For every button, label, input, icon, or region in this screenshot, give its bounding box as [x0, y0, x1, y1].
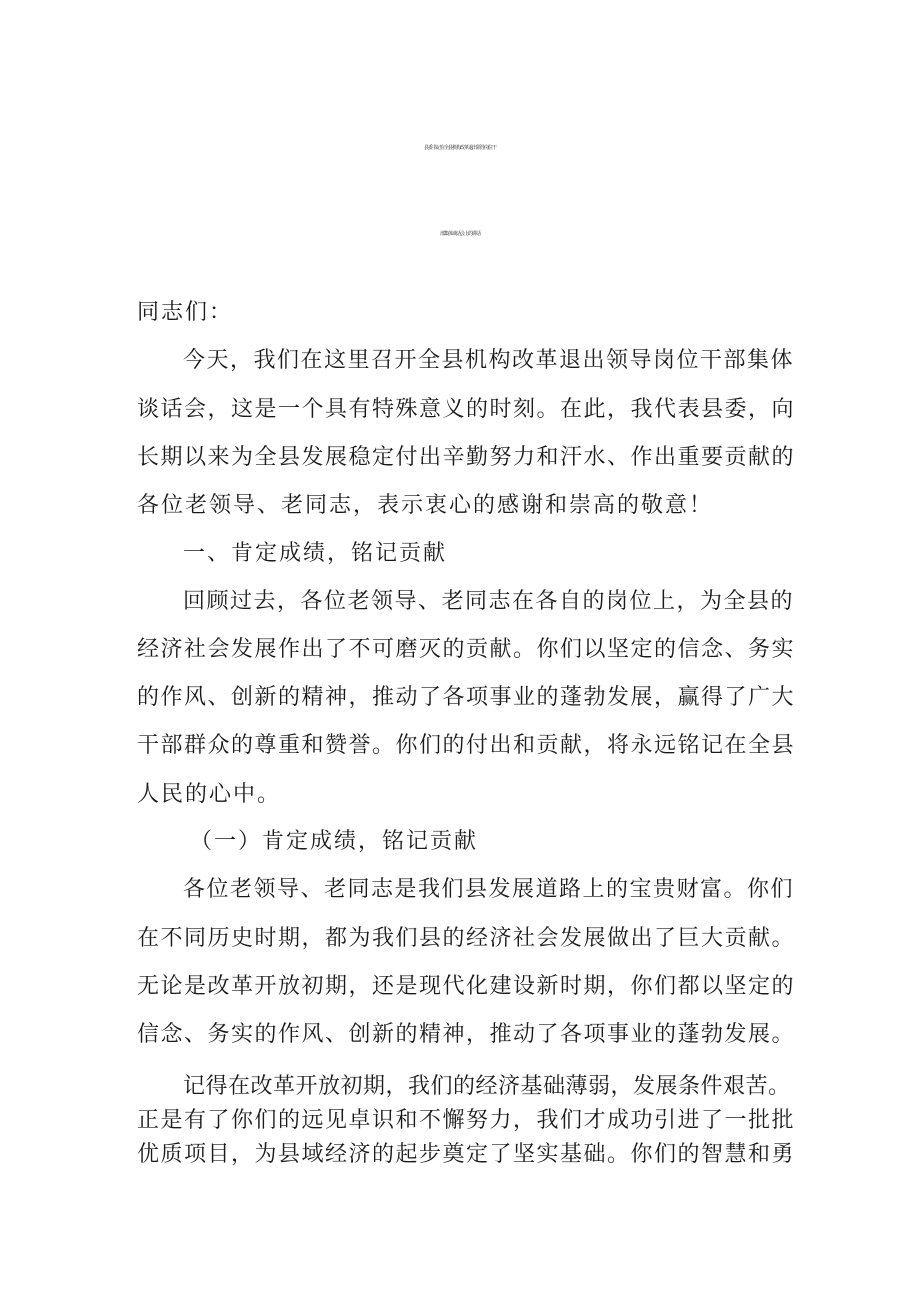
paragraph-line: 谈话会，这是一个具有特殊意义的时刻。在此，我代表县委，向 — [137, 397, 796, 422]
title-line-1: 县委书记在全县机构改革退出领导岗位干 — [423, 145, 496, 151]
paragraph-line: 信念、务实的作风、创新的精神，推动了各项事业的蓬勃发展。 — [137, 1022, 796, 1047]
paragraph-line: 无论是改革开放初期，还是现代化建设新时期，你们都以坚定的 — [137, 974, 796, 999]
paragraph-line: 回顾过去，各位老领导、老同志在各自的岗位上，为全县的 — [183, 589, 795, 614]
paragraph-line: 今天，我们在这里召开全县机构改革退出领导岗位干部集体 — [183, 348, 795, 373]
paragraph-line: 的作风、创新的精神，推动了各项事业的蓬勃发展，赢得了广大 — [137, 685, 796, 710]
salutation: 同志们： — [137, 300, 234, 325]
paragraph-line: 各位老领导、老同志是我们县发展道路上的宝贵财富。你们 — [183, 877, 795, 902]
paragraph-line: 各位老领导、老同志，表示衷心的感谢和崇高的敬意！ — [137, 493, 714, 518]
subsection-heading: （一）肯定成绩，铭记贡献 — [190, 829, 479, 854]
paragraph-line: 在不同历史时期，都为我们县的经济社会发展做出了巨大贡献。 — [137, 926, 796, 951]
paragraph-line: 经济社会发展作出了不可磨灭的贡献。你们以坚定的信念、务实 — [137, 637, 796, 662]
paragraph-line: 人民的心中。 — [137, 782, 282, 807]
paragraph-line: 记得在改革开放初期，我们的经济基础薄弱，发展条件艰苦。 — [183, 1074, 791, 1099]
paragraph-line: 正是有了你们的远见卓识和不懈努力，我们才成功引进了一批批 — [137, 1108, 796, 1133]
paragraph-line: 长期以来为全县发展稳定付出辛勤努力和汗水、作出重要贡献的 — [137, 445, 796, 470]
section-heading: 一、肯定成绩，铭记贡献 — [183, 541, 448, 566]
paragraph-line: 优质项目，为县域经济的起步奠定了坚实基础。你们的智慧和勇 — [137, 1142, 796, 1167]
title-line-2: 部集体谈话会上的讲话 — [439, 231, 480, 237]
paragraph-line: 干部群众的尊重和赞誉。你们的付出和贡献，将永远铭记在全县 — [137, 733, 796, 758]
